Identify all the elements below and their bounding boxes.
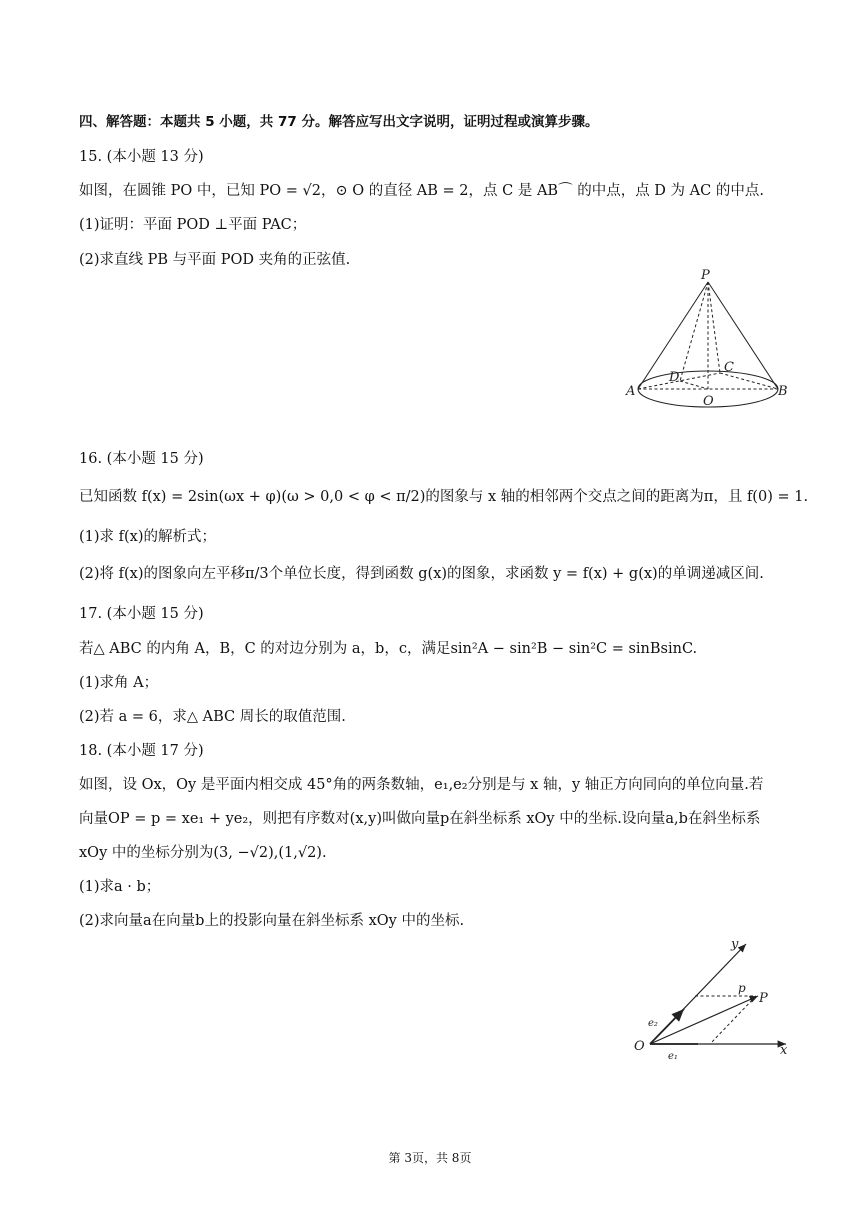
- problem-16-number: 16. (本小题 15 分): [79, 451, 204, 467]
- axes-label-y: y: [731, 937, 739, 952]
- cone-figure: [620, 265, 795, 413]
- problem-15-statement: 如图，在圆锥 PO 中，已知 PO = √2，⊙ O 的直径 AB = 2，点 C 是 AB⌒ 的中点，点 D 为 AC 的中点.: [79, 183, 764, 199]
- problem-17-part2: (2)若 a = 6，求△ ABC 周长的取值范围.: [79, 709, 346, 725]
- oblique-axes-figure: [628, 932, 798, 1067]
- cone-label-b: B: [778, 384, 788, 399]
- section-header: 四、解答题：本题共 5 小题，共 77 分。解答应写出文字说明，证明过程或演算步骤。: [79, 114, 599, 130]
- problem-16-statement: 已知函数 f(x) = 2sin(ωx + φ)(ω > 0,0 < φ < π/2)的图象与 x 轴的相邻两个交点之间的距离为π，且 f(0) = 1.: [79, 489, 809, 505]
- axes-label-P: P: [759, 991, 768, 1006]
- axes-label-x: x: [780, 1043, 788, 1058]
- problem-17-statement: 若△ ABC 的内角 A，B，C 的对边分别为 a，b，c，满足sin²A − sin²B − sin²C = sinBsinC.: [79, 641, 698, 657]
- page-footer: 第 3页，共 8页: [388, 1151, 472, 1165]
- cone-label-c: C: [724, 360, 734, 375]
- problem-15-part1: (1)证明：平面 POD ⊥平面 PAC；: [79, 217, 307, 233]
- problem-18-part1: (1)求a · b；: [79, 879, 161, 895]
- axes-label-p-vector: p: [738, 981, 746, 995]
- problem-18-part2: (2)求向量a在向量b上的投影向量在斜坐标系 xOy 中的坐标.: [79, 913, 465, 929]
- problem-15-part2: (2)求直线 PB 与平面 POD 夹角的正弦值.: [79, 252, 351, 268]
- problem-16-part1: (1)求 f(x)的解析式；: [79, 529, 217, 545]
- cone-label-o: O: [703, 394, 714, 409]
- problem-16-part2: (2)将 f(x)的图象向左平移π/3个单位长度，得到函数 g(x)的图象，求函数 y = f(x) + g(x)的单调递减区间.: [79, 566, 764, 582]
- problem-18-line2: 向量OP = p = xe₁ + ye₂，则把有序数对(x,y)叫做向量p在斜坐标系 xOy 中的坐标.设向量a,b在斜坐标系: [79, 811, 761, 827]
- problem-18-line3: xOy 中的坐标分别为(3, −√2),(1,√2).: [79, 845, 327, 861]
- axes-label-o: O: [634, 1039, 645, 1054]
- cone-label-d: D: [669, 370, 680, 385]
- cone-label-a: A: [626, 384, 636, 399]
- problem-17-part1: (1)求角 A；: [79, 675, 159, 691]
- problem-17-number: 17. (本小题 15 分): [79, 606, 204, 622]
- axes-label-e1: e₁: [668, 1051, 678, 1062]
- cone-label-p: P: [701, 268, 710, 283]
- problem-18-number: 18. (本小题 17 分): [79, 743, 204, 759]
- problem-18-line1: 如图，设 Ox，Oy 是平面内相交成 45°角的两条数轴，e₁,e₂分别是与 x 轴，y 轴正方向同向的单位向量.若: [79, 777, 764, 793]
- problem-15-number: 15. (本小题 13 分): [79, 149, 204, 165]
- axes-label-e2: e₂: [648, 1018, 658, 1029]
